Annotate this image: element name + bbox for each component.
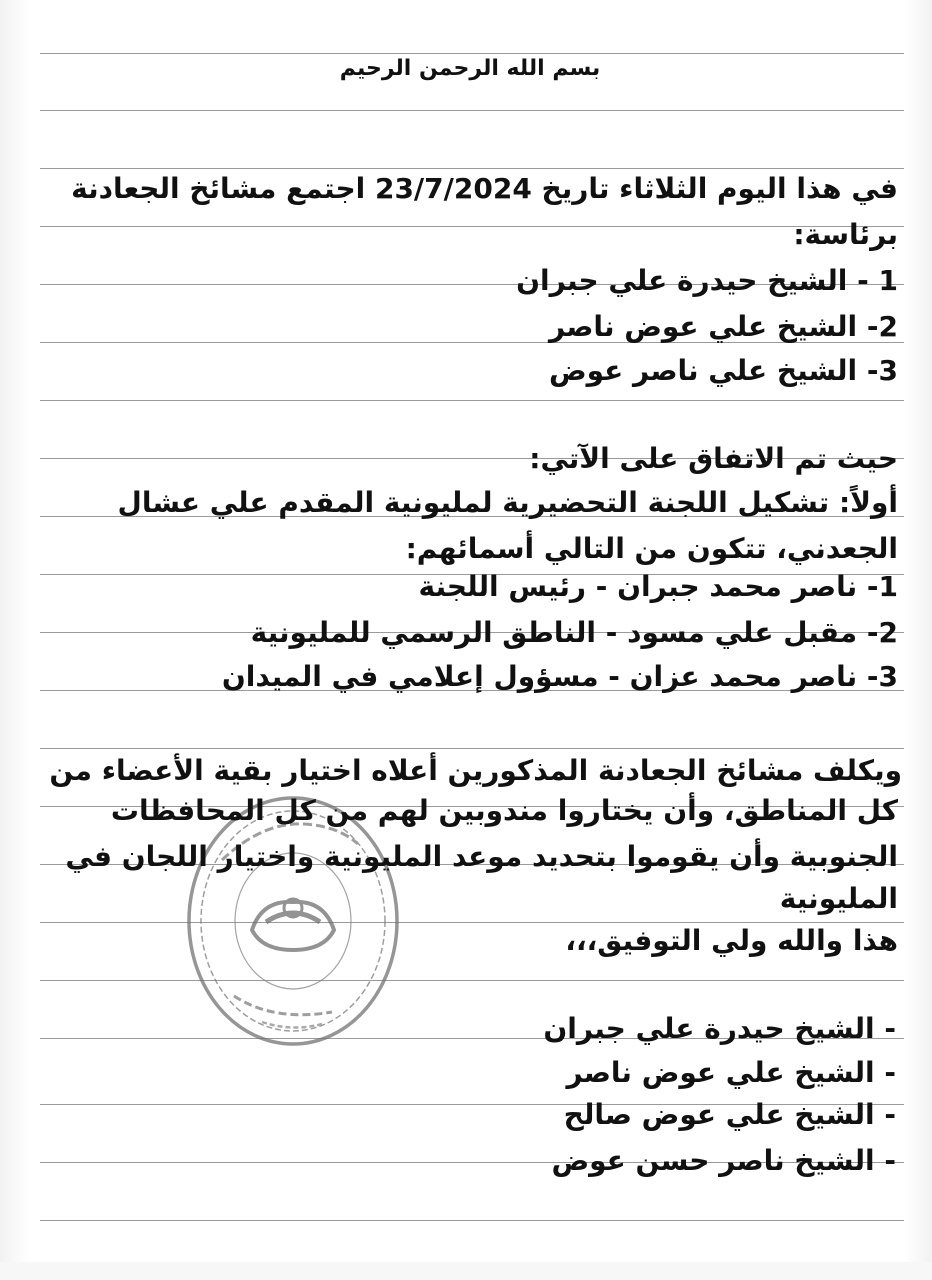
- signatory-3: - الشيخ علي عوض صالح: [563, 1098, 896, 1131]
- ruled-line: [40, 980, 904, 981]
- ruled-line: [40, 110, 904, 111]
- agreement-first-line-1: أولاً: تشكيل اللجنة التحضيرية لمليونية المقدم علي عشال: [117, 486, 898, 519]
- ruled-line: [40, 400, 904, 401]
- closing-line: هذا والله ولي التوفيق،،،: [565, 924, 898, 957]
- signatory-1: - الشيخ حيدرة علي جبران: [543, 1012, 896, 1045]
- chair-item-3: 3- الشيخ علي ناصر عوض: [548, 354, 898, 387]
- chair-item-1: 1 - الشيخ حيدرة علي جبران: [516, 264, 898, 297]
- basmala-heading: بسم الله الرحمن الرحيم: [339, 56, 601, 81]
- committee-member-3: 3- ناصر محمد عزان - مسؤول إعلامي في الميدان: [221, 660, 898, 693]
- mandate-line-4: المليونية: [779, 882, 898, 915]
- mandate-line-3: الجنوبية وأن يقوموا بتحديد موعد المليونية واختيار اللجان في: [65, 840, 898, 873]
- chair-item-2: 2- الشيخ علي عوض ناصر: [548, 310, 898, 343]
- ruled-line: [40, 53, 904, 54]
- signatory-2: - الشيخ علي عوض ناصر: [566, 1056, 896, 1089]
- intro-line-2: برئاسة:: [793, 218, 898, 251]
- mandate-line-1: ويكلف مشائخ الجعادنة المذكورين أعلاه اختيار بقية الأعضاء من: [49, 754, 902, 787]
- page-bottom-edge: [0, 1262, 932, 1280]
- signatory-4: - الشيخ ناصر حسن عوض: [551, 1144, 896, 1177]
- agreement-heading: حيث تم الاتفاق على الآتي:: [529, 442, 898, 475]
- committee-member-1: 1- ناصر محمد جبران - رئيس اللجنة: [418, 570, 898, 603]
- committee-member-2: 2- مقبل علي مسود - الناطق الرسمي للمليونية: [250, 616, 898, 649]
- mandate-line-2: كل المناطق، وأن يختاروا مندوبين لهم من كل المحافظات: [110, 794, 898, 827]
- agreement-first-line-2: الجعدني، تتكون من التالي أسمائهم:: [405, 532, 898, 565]
- ruled-line: [40, 748, 904, 749]
- intro-line-1: في هذا اليوم الثلاثاء تاريخ 23/7/2024 اجتمع مشائخ الجعادنة: [71, 172, 898, 205]
- ruled-line: [40, 1220, 904, 1221]
